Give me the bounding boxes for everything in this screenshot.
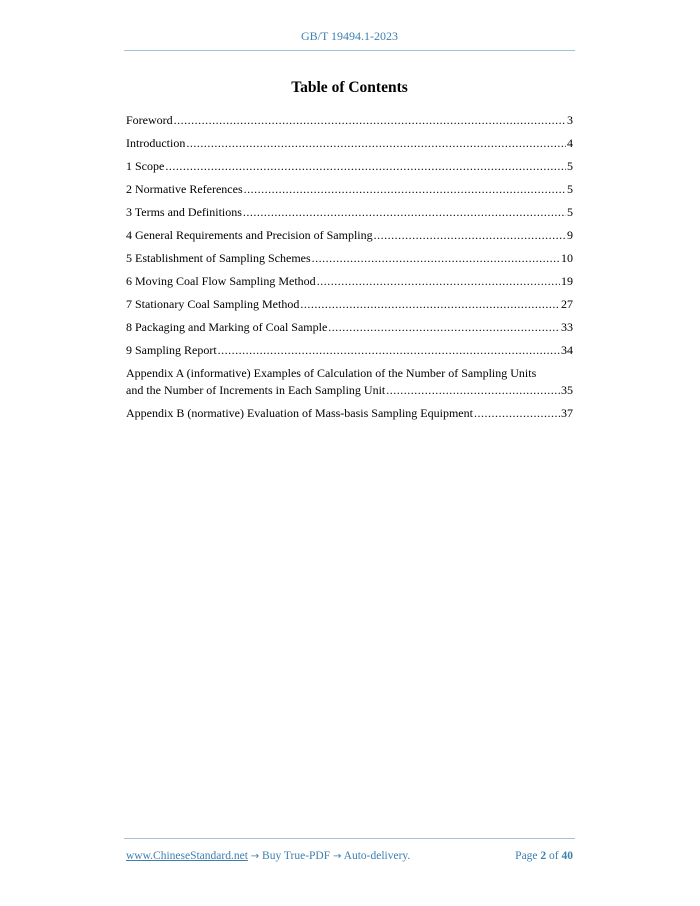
toc-entry-normative-references[interactable]	[126, 181, 573, 198]
toc-entry-label: 1 Scope	[126, 159, 165, 173]
dot-leader	[243, 204, 566, 221]
toc-entry-page: 5	[567, 182, 573, 196]
toc-entry-label: Introduction	[126, 136, 186, 150]
dot-leader	[244, 181, 566, 198]
toc-entry-general-requirements[interactable]	[126, 227, 573, 244]
page-footer	[126, 850, 573, 862]
toc-entry-label: 6 Moving Coal Flow Sampling Method	[126, 274, 316, 288]
toc-entry-sampling-report[interactable]	[126, 342, 573, 359]
toc-entry-scope[interactable]	[126, 158, 573, 175]
toc-entry-label-line2: and the Number of Increments in Each Sampling Unit	[126, 383, 386, 397]
dot-leader	[186, 135, 566, 152]
toc-entry-label: 9 Sampling Report	[126, 343, 217, 357]
page-indicator	[515, 850, 573, 862]
toc-entry-stationary-coal[interactable]	[126, 296, 573, 313]
dot-leader	[218, 342, 560, 359]
toc-entry-label: 5 Establishment of Sampling Schemes	[126, 251, 311, 265]
of-word: of	[549, 850, 559, 862]
chinesestandard-link[interactable]: www.ChineseStandard.net	[126, 850, 248, 862]
dot-leader	[474, 405, 560, 422]
toc-title: Table of Contents	[291, 79, 408, 96]
toc-entry-label-line1: Appendix A (informative) Examples of Calculation of the Number of Sampling Units	[126, 366, 537, 380]
toc-entry-foreword[interactable]	[126, 112, 573, 129]
dot-leader	[374, 227, 566, 244]
page-word: Page	[515, 850, 538, 862]
toc-entry-label: 7 Stationary Coal Sampling Method	[126, 297, 300, 311]
toc-entry-page: 35	[561, 383, 573, 397]
toc-entry-page: 33	[561, 320, 573, 334]
toc-entry-page: 4	[567, 136, 573, 150]
dot-leader	[386, 382, 560, 399]
dot-leader	[328, 319, 560, 336]
toc-entry-appendix-b[interactable]	[126, 405, 573, 422]
toc-entry-label: Appendix B (normative) Evaluation of Mass-basis Sampling Equipment	[126, 406, 473, 420]
toc-entry-label: 3 Terms and Definitions	[126, 205, 242, 219]
toc-entry-moving-coal-flow[interactable]	[126, 273, 573, 290]
toc-entry-appendix-a[interactable]	[126, 365, 573, 399]
toc-entry-page: 37	[561, 406, 573, 420]
right-arrow-icon: →	[250, 851, 260, 862]
toc-entry-label: 4 General Requirements and Precision of Sampling	[126, 228, 373, 242]
toc-entry-label: Foreword	[126, 113, 173, 127]
dot-leader	[312, 250, 560, 267]
toc-entry-page: 10	[561, 251, 573, 265]
right-arrow-icon: →	[333, 851, 342, 862]
toc-entry-packaging-marking[interactable]	[126, 319, 573, 336]
toc-entry-introduction[interactable]	[126, 135, 573, 152]
auto-delivery-text: Auto-delivery.	[343, 850, 411, 862]
dot-leader	[165, 158, 566, 175]
footer-divider	[124, 838, 575, 839]
toc-entry-page: 5	[567, 205, 573, 219]
dot-leader	[300, 296, 560, 313]
current-page-number: 2	[540, 850, 547, 862]
toc-entry-page: 19	[561, 274, 573, 288]
table-of-contents	[126, 112, 573, 428]
toc-entry-label: 2 Normative References	[126, 182, 243, 196]
toc-entry-page: 3	[567, 113, 573, 127]
toc-entry-page: 5	[567, 159, 573, 173]
dot-leader	[174, 112, 566, 129]
toc-entry-page: 9	[567, 228, 573, 242]
header-divider	[124, 50, 575, 51]
toc-entry-page: 27	[561, 297, 573, 311]
dot-leader	[317, 273, 560, 290]
footer-promo	[126, 850, 410, 862]
toc-entry-sampling-schemes[interactable]	[126, 250, 573, 267]
toc-entry-page: 34	[561, 343, 573, 357]
buy-true-pdf-text: Buy True-PDF	[262, 850, 331, 862]
document-number-header: GB/T 19494.1-2023	[300, 29, 399, 43]
toc-entry-terms-definitions[interactable]	[126, 204, 573, 221]
total-pages-number: 40	[561, 850, 573, 862]
toc-entry-label: 8 Packaging and Marking of Coal Sample	[126, 320, 328, 334]
